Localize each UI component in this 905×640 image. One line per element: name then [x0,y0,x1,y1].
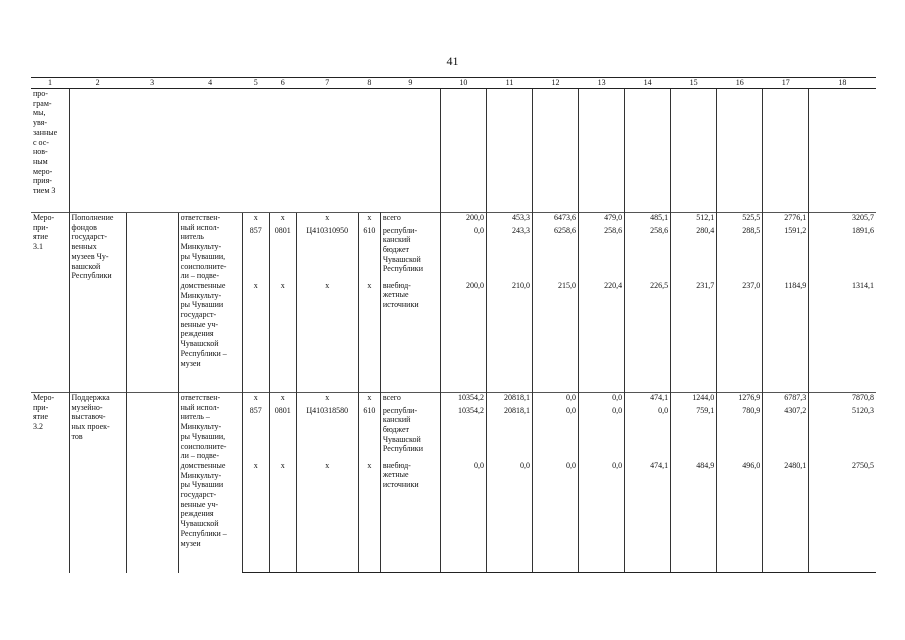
column-number: 6 [269,78,296,89]
column-number: 12 [533,78,579,89]
column-number: 10 [440,78,486,89]
column-number: 9 [380,78,440,89]
value-cell: 2480,1 [763,461,809,573]
value-cell: 237,0 [717,281,763,393]
funding-source: внебюд- жетные источники [380,281,440,393]
col7-cell: x [296,393,358,406]
column-number: 4 [178,78,242,89]
funding-source: всего [380,393,440,406]
intro-text: про- грам- мы, увя- занные с ос- нов- ным меро- прия- тием 3 [33,89,58,196]
column-number: 16 [717,78,763,89]
col7-cell: x [296,213,358,226]
value-cell: 759,1 [671,406,717,461]
value-cell: 780,9 [717,406,763,461]
value-cell: 0,0 [486,461,532,573]
value-cell: 231,7 [671,281,717,393]
value-cell: 0,0 [533,406,579,461]
value-cell: 6258,6 [533,226,579,281]
column-number: 15 [671,78,717,89]
col8-cell: 610 [358,406,380,461]
program-measures-table [31,77,876,573]
col7-cell: Ц410318580 [296,406,358,461]
value-cell: 1244,0 [671,393,717,406]
intro-row [31,89,876,213]
value-cell: 484,9 [671,461,717,573]
value-cell: 2776,1 [763,213,809,226]
value-cell: 0,0 [533,393,579,406]
value-cell: 496,0 [717,461,763,573]
column-number: 18 [809,78,876,89]
column-number: 17 [763,78,809,89]
value-cell: 0,0 [440,226,486,281]
value-cell: 220,4 [579,281,625,393]
value-cell: 0,0 [533,461,579,573]
funding-source: республи- канский бюджет Чувашской Республики [380,226,440,281]
col8-cell: 610 [358,226,380,281]
measure-title: Поддержка музейно- выставоч- ных проек- тов [69,393,126,573]
col5-cell: x [242,213,269,226]
column-number: 7 [296,78,358,89]
value-cell: 288,5 [717,226,763,281]
value-cell: 258,6 [625,226,671,281]
value-cell: 7870,8 [809,393,876,406]
value-cell: 258,6 [579,226,625,281]
value-cell: 2750,5 [809,461,876,573]
column-number-row [31,78,876,89]
measure-executor: ответствен- ный испол- нитель Минкульту- ры Чувашии, соисполните- ли – подве- домственные Минкульту- ры Чувашии государст- венные уч- реждения Чувашской Республики – музеи [178,213,242,393]
col6-cell: 0801 [269,406,296,461]
value-cell: 1276,9 [717,393,763,406]
funding-source: республи- канский бюджет Чувашской Республики [380,406,440,461]
col8-cell: x [358,213,380,226]
value-cell: 1891,6 [852,225,874,235]
value-cell: 200,0 [440,213,486,226]
value-cell: 210,0 [486,281,532,393]
value-cell: 0,0 [579,461,625,573]
col8-cell: x [358,281,380,393]
funding-source: всего [380,213,440,226]
table-row [31,393,876,406]
col6-cell: x [269,213,296,226]
value-cell: 0,0 [579,393,625,406]
measure-title: Пополнение фондов государст- венных музеев Чу- вашской Республики [69,213,126,393]
col7-cell: x [296,281,358,393]
measure-executor: ответствен- ный испол- нитель – Минкульту- ры Чувашии, соисполните- ли – подве- домственные Минкульту- ры Чувашии государст- венные уч- реждения Чувашской Республики – музеи [178,393,242,573]
measure-name: Меро- при- ятие 3.1 [31,213,69,393]
column-number: 13 [579,78,625,89]
column-number: 3 [126,78,178,89]
value-cell: 3205,7 [809,213,876,226]
value-cell: 226,5 [625,281,671,393]
measure-col3 [126,393,178,573]
value-cell: 243,3 [486,226,532,281]
value-cell: 525,5 [717,213,763,226]
col7-cell: x [296,461,358,573]
value-cell: 4307,2 [763,406,809,461]
value-cell: 20818,1 [486,393,532,406]
value-cell: 215,0 [533,281,579,393]
value-cell: 453,3 [486,213,532,226]
value-cell: 479,0 [579,213,625,226]
column-number: 8 [358,78,380,89]
col5-cell: 857 [242,226,269,281]
value-cell: 0,0 [440,461,486,573]
value-cell: 512,1 [671,213,717,226]
value-cell: 10354,2 [440,393,486,406]
value-cell: 5120,3 [852,405,874,415]
value-cell: 0,0 [579,406,625,461]
value-cell: 6787,3 [763,393,809,406]
value-cell: 1591,2 [763,226,809,281]
column-number: 5 [242,78,269,89]
funding-source: внебюд- жетные источники [380,461,440,573]
col6-cell: x [269,393,296,406]
col7-cell: Ц410310950 [296,226,358,281]
value-cell: 0,0 [625,406,671,461]
value-cell: 485,1 [625,213,671,226]
value-cell: 474,1 [625,461,671,573]
value-cell: 280,4 [671,226,717,281]
col5-cell: 857 [242,406,269,461]
column-number: 2 [69,78,126,89]
value-cell: 1184,9 [763,281,809,393]
value-cell: 1314,1 [852,280,874,290]
column-number: 1 [31,78,69,89]
col5-cell: x [242,461,269,573]
col6-cell: 0801 [269,226,296,281]
value-cell: 200,0 [440,281,486,393]
col5-cell: x [242,281,269,393]
col6-cell: x [269,281,296,393]
col8-cell: x [358,461,380,573]
column-number: 14 [625,78,671,89]
value-cell: 6473,6 [533,213,579,226]
table-row [31,213,876,226]
value-cell: 10354,2 [440,406,486,461]
col8-cell: x [358,393,380,406]
measure-col3 [126,213,178,393]
column-number: 11 [486,78,532,89]
col5-cell: x [242,393,269,406]
value-cell: 20818,1 [486,406,532,461]
col6-cell: x [269,461,296,573]
value-cell: 474,1 [625,393,671,406]
page-number: 41 [446,54,459,68]
measure-name: Меро- при- ятие 3.2 [31,393,69,573]
